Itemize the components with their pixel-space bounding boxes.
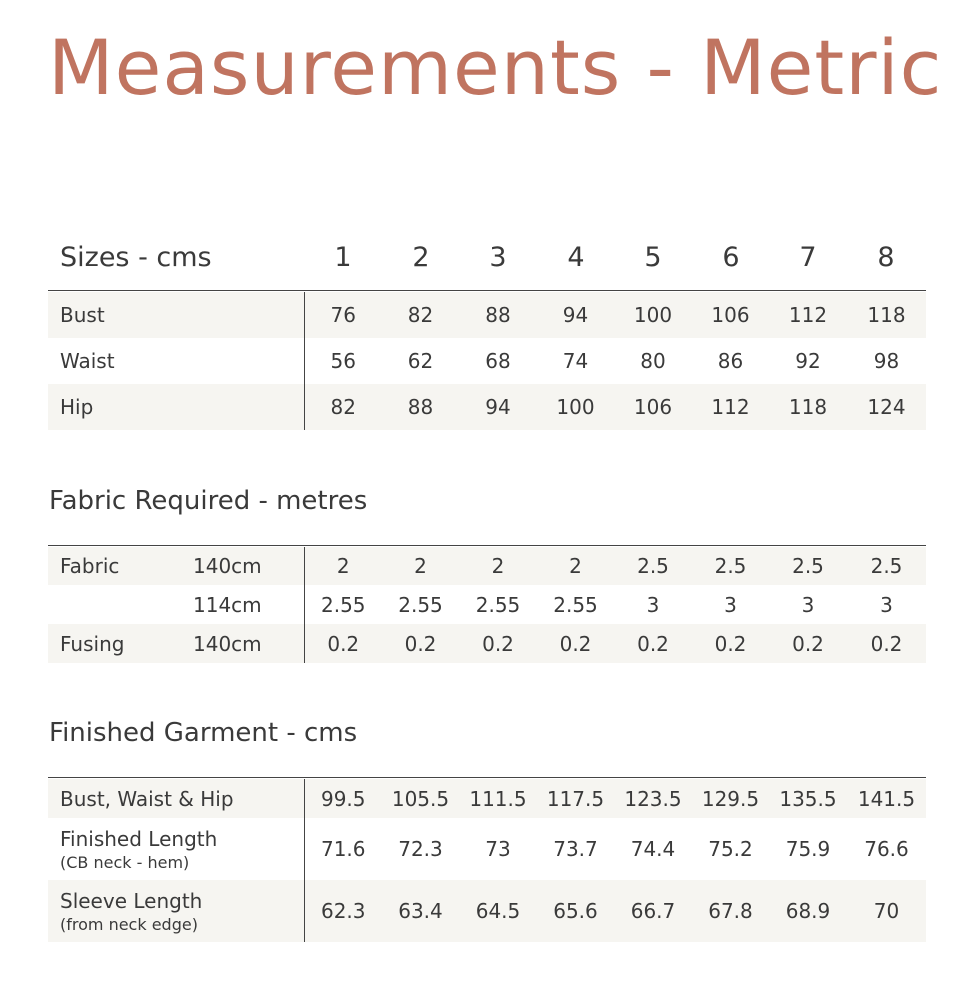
finished-section-title: Finished Garment - cms <box>49 718 358 748</box>
cell-value: 106 <box>692 292 769 338</box>
cell-value: 2 <box>382 547 459 585</box>
cell-value: 112 <box>692 384 769 430</box>
divider <box>48 777 926 778</box>
cell-value: 76 <box>304 292 382 338</box>
fabric-width: 140cm <box>193 547 304 585</box>
cell-value: 2 <box>459 547 537 585</box>
fabric-section-title: Fabric Required - metres <box>49 486 368 516</box>
cell-value: 2.5 <box>847 547 926 585</box>
table-row <box>48 818 926 880</box>
cell-value: 0.2 <box>847 624 926 663</box>
row-label-text: Finished Length <box>60 826 218 851</box>
cell-value: 2.55 <box>320 592 366 617</box>
cell-value: 0.2 <box>692 624 769 663</box>
cell-value: 135.5 <box>769 779 847 818</box>
cell-value: 118 <box>769 384 847 430</box>
size-column-header: 1 <box>334 242 352 273</box>
cell-value: 73.7 <box>553 837 598 861</box>
row-label <box>48 585 193 624</box>
cell-value: 141.5 <box>847 779 926 818</box>
row-label-note: (from neck edge) <box>60 914 198 934</box>
fabric-required-table <box>48 547 926 663</box>
cell-value: 62 <box>407 349 434 373</box>
table-row <box>48 292 926 338</box>
cell-value: 65.6 <box>537 880 614 942</box>
cell-value: 98 <box>873 349 900 373</box>
cell-value: 2.5 <box>769 547 847 585</box>
cell-value: 73 <box>485 837 511 861</box>
sizes-header-label: Sizes - cms <box>60 242 212 273</box>
cell-value: 92 <box>795 349 821 373</box>
cell-value: 82 <box>304 384 382 430</box>
divider <box>48 545 926 546</box>
cell-value: 74.4 <box>630 837 676 861</box>
cell-value: 3 <box>801 592 815 617</box>
cell-value: 2.55 <box>475 592 521 617</box>
cell-value: 75.2 <box>708 837 753 861</box>
cell-value: 105.5 <box>382 779 459 818</box>
cell-value: 0.2 <box>769 624 847 663</box>
cell-value: 66.7 <box>614 880 692 942</box>
cell-value: 3 <box>880 592 893 617</box>
cell-value: 2 <box>304 547 382 585</box>
table-row <box>48 779 926 818</box>
finished-garment-table <box>48 779 926 942</box>
fabric-width: 114cm <box>193 585 304 624</box>
cell-value: 0.2 <box>614 624 692 663</box>
cell-value: 2 <box>537 547 614 585</box>
cell-value: 88 <box>382 384 459 430</box>
cell-value: 67.8 <box>692 880 769 942</box>
cell-value: 68 <box>485 349 511 373</box>
size-column-header: 4 <box>567 242 585 273</box>
row-label: Waist <box>48 338 304 384</box>
cell-value: 2.5 <box>692 547 769 585</box>
row-label <box>48 818 304 880</box>
row-label <box>48 880 304 942</box>
cell-value: 82 <box>382 292 459 338</box>
cell-value: 75.9 <box>785 837 831 861</box>
cell-value: 100 <box>537 384 614 430</box>
cell-value: 74 <box>562 349 589 373</box>
cell-value: 99.5 <box>304 779 382 818</box>
sizes-header <box>48 236 926 291</box>
body-measurements-table <box>48 292 926 430</box>
cell-value: 63.4 <box>382 880 459 942</box>
cell-value: 117.5 <box>537 779 614 818</box>
row-label: Bust <box>48 292 304 338</box>
page-title: Measurements - Metric <box>48 23 943 112</box>
cell-value: 94 <box>537 292 614 338</box>
row-label-text: Sleeve Length <box>60 888 203 913</box>
cell-value: 118 <box>847 292 926 338</box>
cell-value: 64.5 <box>459 880 537 942</box>
size-column-header: 5 <box>644 242 662 273</box>
size-column-header: 7 <box>799 242 817 273</box>
cell-value: 72.3 <box>398 837 443 861</box>
cell-value: 129.5 <box>692 779 769 818</box>
cell-value: 2.55 <box>553 592 598 617</box>
cell-value: 112 <box>769 292 847 338</box>
table-row <box>48 880 926 942</box>
cell-value: 76.6 <box>864 837 909 861</box>
cell-value: 68.9 <box>769 880 847 942</box>
cell-value: 111.5 <box>459 779 537 818</box>
size-column-header: 2 <box>412 242 430 273</box>
size-column-header: 3 <box>489 242 507 273</box>
cell-value: 106 <box>614 384 692 430</box>
cell-value: 80 <box>640 349 666 373</box>
cell-value: 71.6 <box>320 837 366 861</box>
row-label: Fabric <box>48 547 193 585</box>
table-row <box>48 338 926 384</box>
cell-value: 0.2 <box>382 624 459 663</box>
cell-value: 0.2 <box>459 624 537 663</box>
cell-value: 0.2 <box>537 624 614 663</box>
cell-value: 56 <box>330 349 356 373</box>
row-label: Hip <box>48 384 304 430</box>
cell-value: 2.55 <box>398 592 443 617</box>
size-column-header: 6 <box>722 242 740 273</box>
cell-value: 0.2 <box>304 624 382 663</box>
table-row <box>48 384 926 430</box>
cell-value: 86 <box>717 349 744 373</box>
table-row <box>48 585 926 624</box>
cell-value: 94 <box>459 384 537 430</box>
row-label-note: (CB neck - hem) <box>60 852 190 872</box>
table-row <box>48 547 926 585</box>
row-label-text: Bust, Waist & Hip <box>60 786 234 811</box>
row-label: Fusing <box>48 624 193 663</box>
cell-value: 124 <box>847 384 926 430</box>
row-label <box>48 779 304 818</box>
table-row <box>48 624 926 663</box>
cell-value: 70 <box>847 880 926 942</box>
cell-value: 88 <box>459 292 537 338</box>
fabric-width: 140cm <box>193 624 304 663</box>
cell-value: 62.3 <box>304 880 382 942</box>
cell-value: 100 <box>614 292 692 338</box>
cell-value: 3 <box>724 592 737 617</box>
size-column-header: 8 <box>877 242 895 273</box>
cell-value: 123.5 <box>614 779 692 818</box>
cell-value: 2.5 <box>614 547 692 585</box>
cell-value: 3 <box>646 592 660 617</box>
